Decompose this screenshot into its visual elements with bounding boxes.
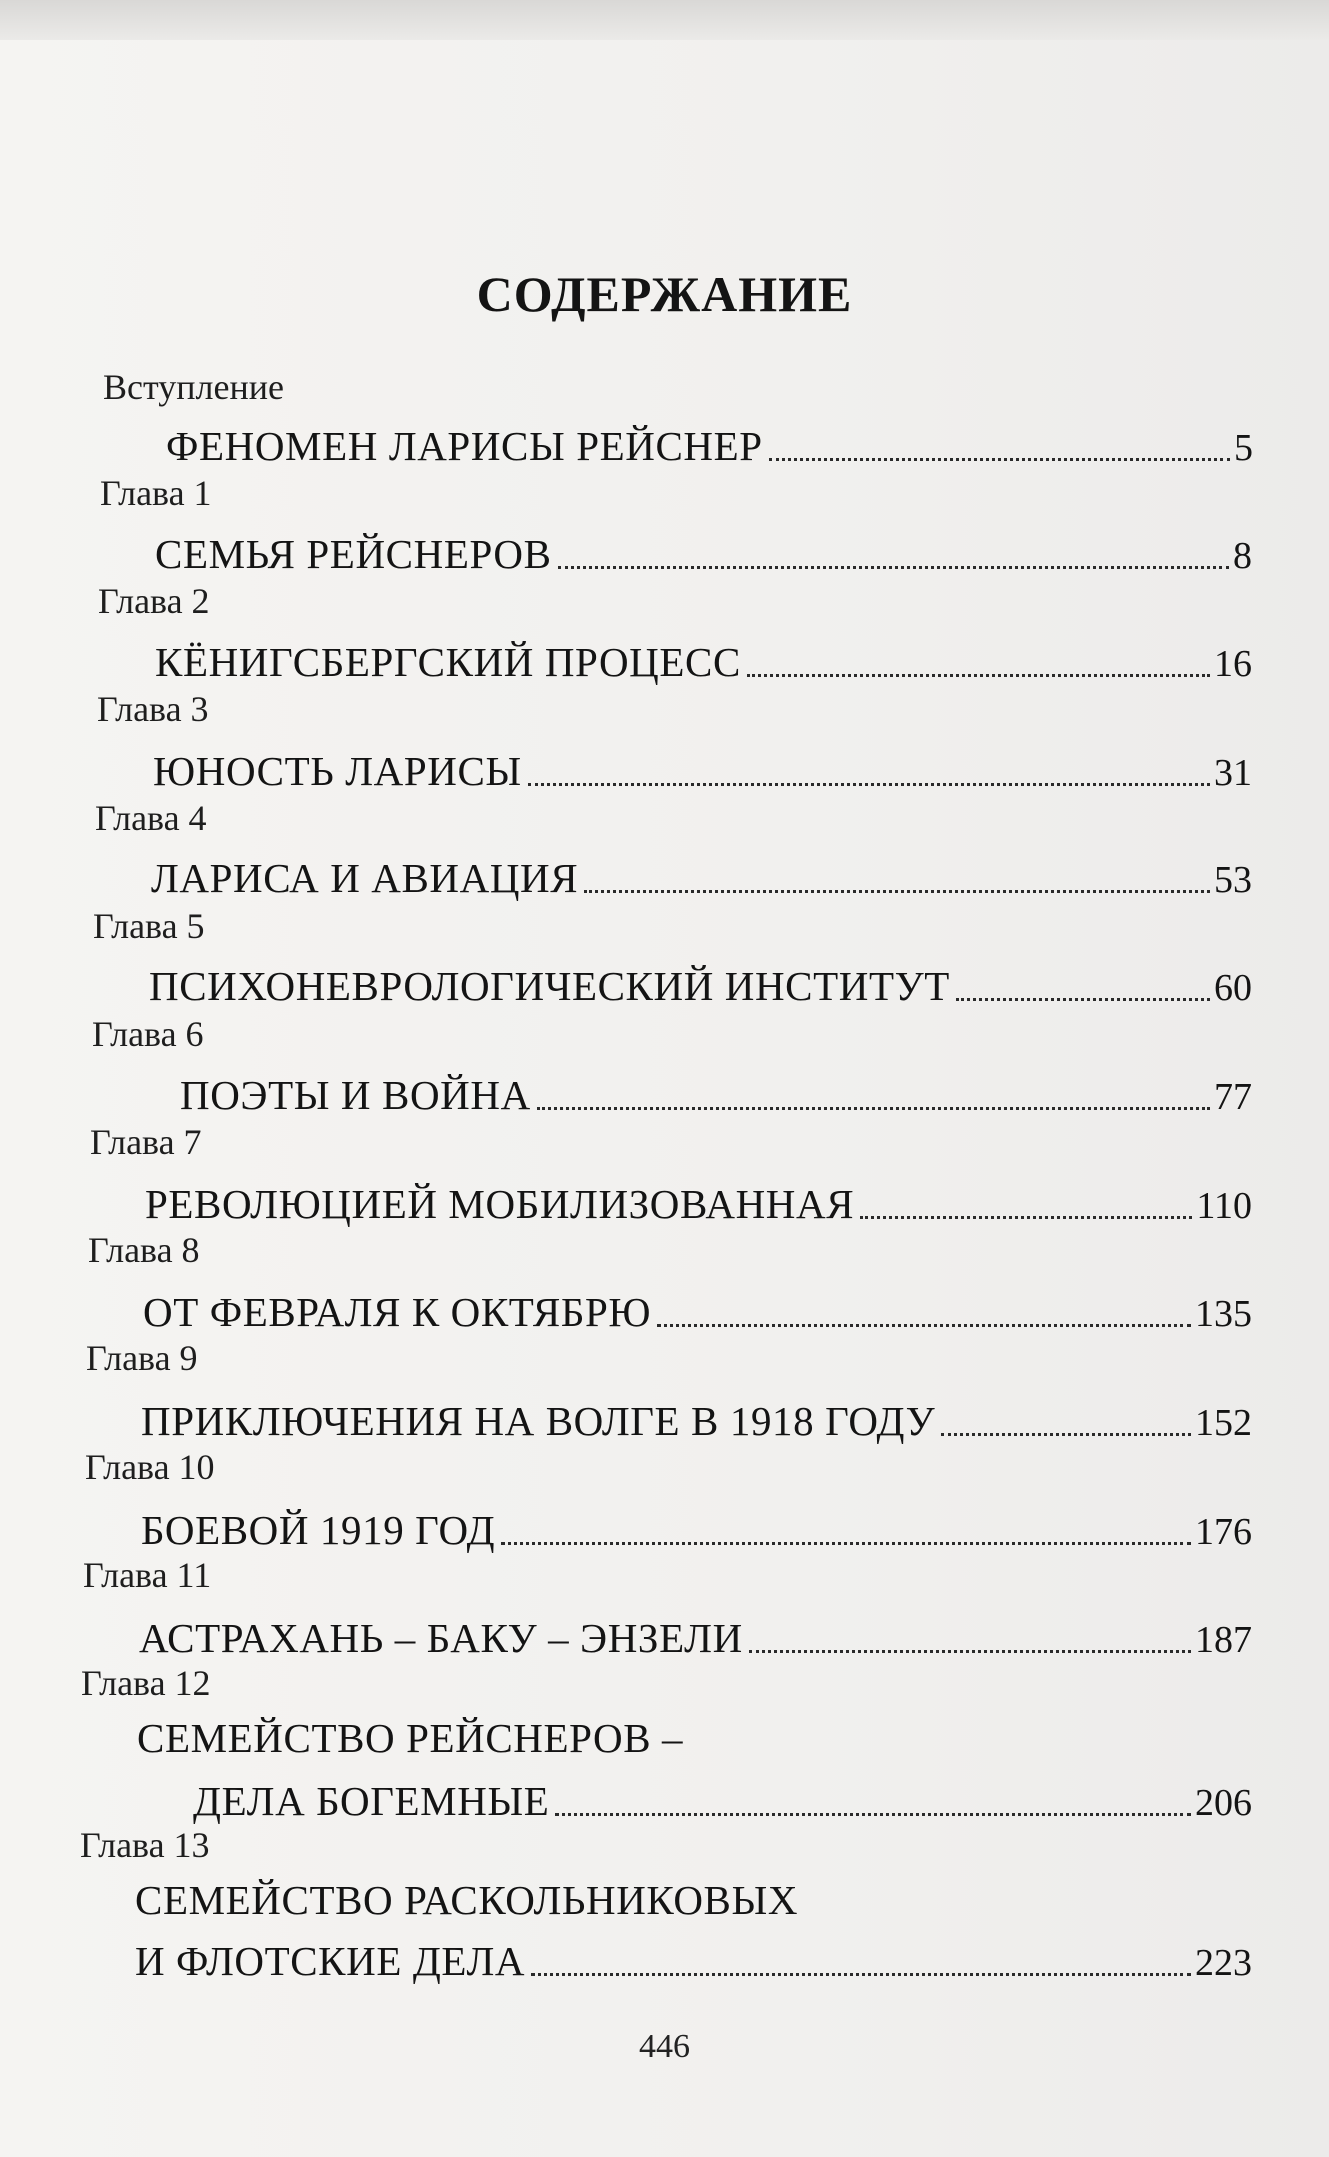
toc-entry-title: АСТРАХАНЬ – БАКУ – ЭНЗЕЛИ	[139, 1615, 743, 1661]
dot-leader	[531, 1972, 1191, 1976]
dot-leader	[584, 889, 1210, 893]
page-number: 446	[639, 2028, 690, 2065]
dot-leader	[941, 1432, 1191, 1436]
toc-entry-page: 77	[1214, 1076, 1252, 1118]
dot-leader	[558, 565, 1229, 569]
toc-entry-page: 53	[1214, 859, 1252, 901]
toc-entry-page: 135	[1195, 1293, 1252, 1335]
toc-entry-page: 176	[1195, 1511, 1252, 1553]
toc-label-intro: Вступление	[103, 367, 284, 407]
toc-label-chapter-12: Глава 12	[81, 1663, 211, 1703]
toc-entry-chapter-10[interactable]	[141, 1502, 1252, 1554]
dot-leader	[537, 1106, 1210, 1110]
toc-entry-title: ПОЭТЫ И ВОЙНА	[180, 1072, 531, 1118]
toc-entry-title: ПРИКЛЮЧЕНИЯ НА ВОЛГЕ В 1918 ГОДУ	[141, 1398, 936, 1444]
toc-entry-chapter-13-line1[interactable]: СЕМЕЙСТВО РАСКОЛЬНИКОВЫХ	[135, 1877, 799, 1923]
toc-entry-title: РЕВОЛЮЦИЕЙ МОБИЛИЗОВАННАЯ	[145, 1181, 855, 1227]
toc-entry-title: ПСИХОНЕВРОЛОГИЧЕСКИЙ ИНСТИТУТ	[149, 963, 950, 1009]
toc-entry-page: 152	[1195, 1402, 1252, 1444]
toc-entry-page: 60	[1214, 967, 1252, 1009]
toc-entry-chapter-12[interactable]	[193, 1773, 1252, 1825]
toc-label-chapter-4: Глава 4	[95, 798, 207, 838]
toc-label-chapter-7: Глава 7	[90, 1122, 202, 1162]
dot-leader	[501, 1541, 1191, 1545]
toc-label-chapter-2: Глава 2	[98, 581, 210, 621]
toc-label-chapter-11: Глава 11	[83, 1555, 212, 1595]
dot-leader	[956, 997, 1210, 1001]
toc-entry-page: 110	[1196, 1185, 1252, 1227]
toc-entry-chapter-4[interactable]	[151, 850, 1252, 902]
toc-entry-chapter-8[interactable]	[143, 1284, 1252, 1336]
toc-entry-title: СЕМЬЯ РЕЙСНЕРОВ	[155, 531, 552, 577]
dot-leader	[528, 782, 1210, 786]
toc-entry-page: 8	[1233, 535, 1252, 577]
dot-leader	[747, 673, 1210, 677]
toc-entry-page: 5	[1234, 427, 1253, 469]
toc-entry-intro[interactable]	[166, 418, 1253, 470]
toc-entry-title: ДЕЛА БОГЕМНЫЕ	[193, 1778, 550, 1824]
toc-entry-page: 31	[1214, 752, 1252, 794]
dot-leader	[749, 1649, 1191, 1653]
toc-label-chapter-6: Глава 6	[92, 1014, 204, 1054]
toc-label-chapter-13: Глава 13	[80, 1825, 210, 1865]
toc-label-chapter-5: Глава 5	[93, 906, 205, 946]
toc-label-chapter-1: Глава 1	[100, 473, 212, 513]
dot-leader	[860, 1215, 1192, 1219]
toc-entry-chapter-5[interactable]	[149, 958, 1252, 1010]
toc-entry-chapter-9[interactable]	[141, 1393, 1252, 1445]
page-title: СОДЕРЖАНИЕ	[476, 266, 853, 322]
toc-entry-chapter-6[interactable]	[180, 1067, 1252, 1119]
toc-entry-chapter-11[interactable]	[139, 1610, 1252, 1662]
toc-entry-title: ЮНОСТЬ ЛАРИСЫ	[153, 748, 522, 794]
dot-leader	[555, 1812, 1191, 1816]
dot-leader	[769, 457, 1230, 461]
toc-entry-chapter-3[interactable]	[153, 743, 1252, 795]
toc-entry-title: БОЕВОЙ 1919 ГОД	[141, 1507, 496, 1553]
toc-entry-chapter-12-line1[interactable]: СЕМЕЙСТВО РЕЙСНЕРОВ –	[137, 1715, 684, 1761]
toc-entry-title: ЛАРИСА И АВИАЦИЯ	[151, 855, 579, 901]
toc-label-chapter-3: Глава 3	[97, 689, 209, 729]
toc-label-chapter-10: Глава 10	[85, 1447, 215, 1487]
toc-entry-title: КЁНИГСБЕРГСКИЙ ПРОЦЕСС	[155, 639, 741, 685]
dot-leader	[657, 1323, 1191, 1327]
toc-entry-chapter-1[interactable]	[155, 526, 1252, 578]
toc-entry-chapter-7[interactable]	[145, 1176, 1252, 1228]
toc-entry-title: ОТ ФЕВРАЛЯ К ОКТЯБРЮ	[143, 1289, 652, 1335]
toc-entry-page: 187	[1195, 1619, 1252, 1661]
toc-entry-chapter-13[interactable]	[135, 1933, 1252, 1985]
toc-entry-page: 223	[1195, 1942, 1252, 1984]
toc-label-chapter-8: Глава 8	[88, 1230, 200, 1270]
toc-entry-chapter-2[interactable]	[155, 634, 1252, 686]
toc-label-chapter-9: Глава 9	[86, 1338, 198, 1378]
toc-entry-title: ФЕНОМЕН ЛАРИСЫ РЕЙСНЕР	[166, 423, 763, 469]
toc-entry-title: И ФЛОТСКИЕ ДЕЛА	[135, 1938, 526, 1984]
toc-entry-page: 16	[1214, 643, 1252, 685]
toc-entry-page: 206	[1195, 1782, 1252, 1824]
